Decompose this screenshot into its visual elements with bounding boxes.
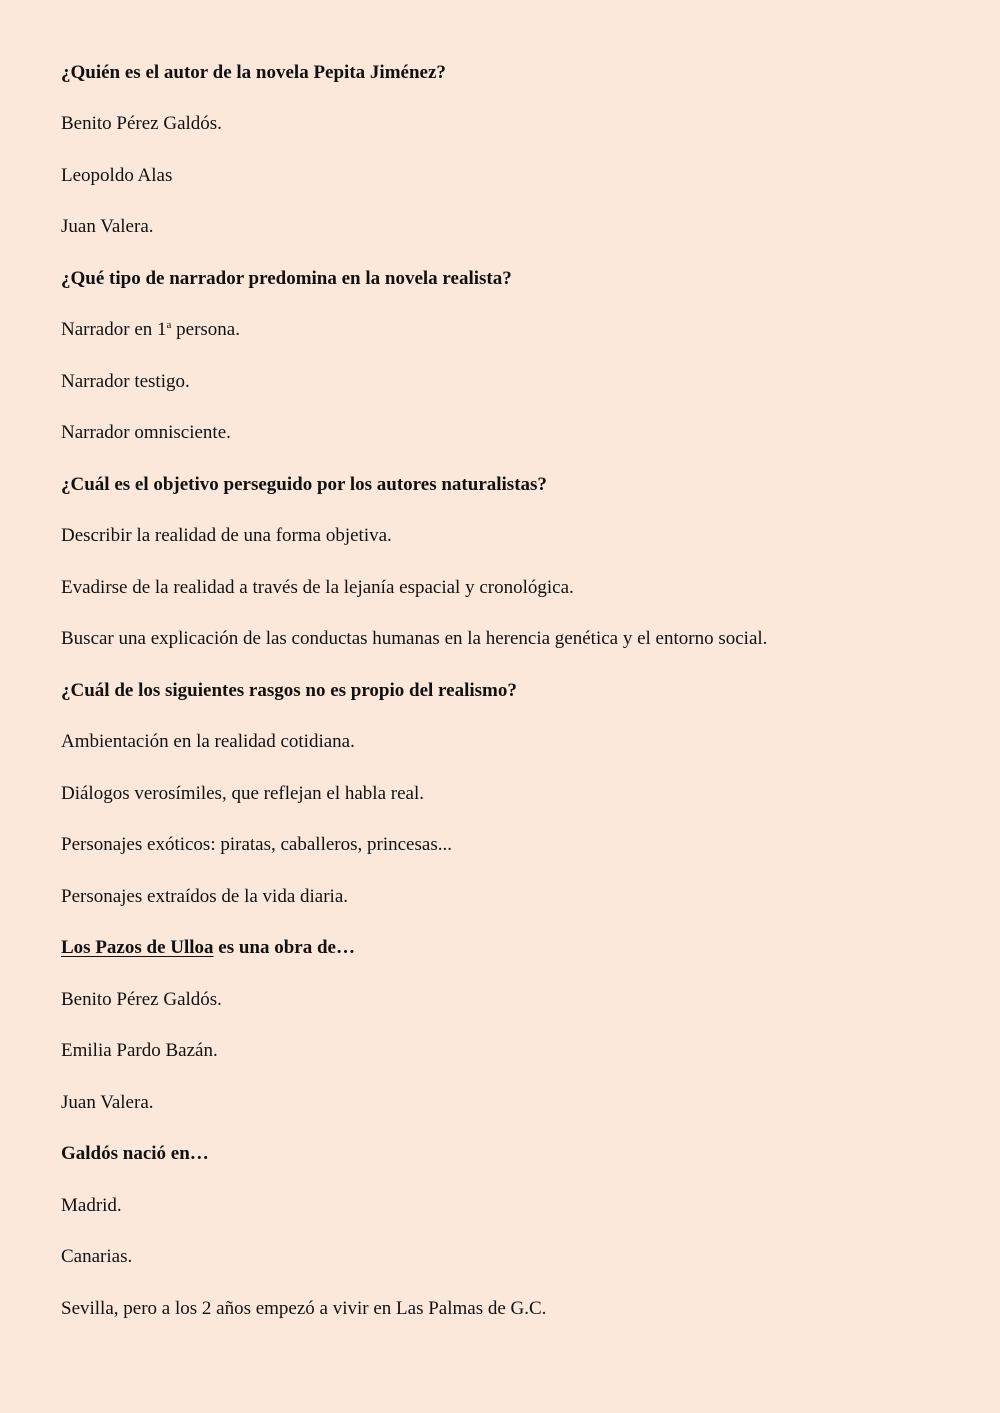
question-5 — [61, 936, 355, 960]
question-5-book-title: Los Pazos de Ulloa — [61, 937, 214, 958]
option-3a[interactable]: Describir la realidad de una forma objetiva. — [61, 525, 392, 546]
option-2a[interactable] — [61, 318, 240, 342]
option-5a[interactable]: Benito Pérez Galdós. — [61, 989, 222, 1010]
option-4d[interactable]: Personajes extraídos de la vida diaria. — [61, 886, 349, 907]
option-2c[interactable]: Narrador omnisciente. — [61, 422, 231, 443]
option-5c[interactable]: Juan Valera. — [61, 1092, 154, 1113]
option-4c[interactable]: Personajes exóticos: piratas, caballeros, princesas... — [61, 834, 452, 855]
option-1a[interactable]: Benito Pérez Galdós. — [61, 113, 222, 134]
question-6: Galdós nació en… — [61, 1143, 209, 1164]
option-4b[interactable]: Diálogos verosímiles, que reflejan el habla real. — [61, 783, 424, 804]
option-6c[interactable]: Sevilla, pero a los 2 años empezó a vivir en Las Palmas de G.C. — [61, 1298, 547, 1319]
option-4a[interactable]: Ambientación en la realidad cotidiana. — [61, 731, 355, 752]
question-1: ¿Quién es el autor de la novela Pepita Jiménez? — [61, 62, 446, 83]
option-1b[interactable]: Leopoldo Alas — [61, 165, 173, 186]
question-4: ¿Cuál de los siguientes rasgos no es propio del realismo? — [61, 680, 517, 701]
option-2b[interactable]: Narrador testigo. — [61, 371, 190, 392]
option-2a-superscript: a — [166, 319, 172, 331]
question-3: ¿Cuál es el objetivo perseguido por los autores naturalistas? — [61, 474, 547, 495]
question-5-text: es una obra de… — [213, 937, 355, 958]
option-2a-text: Narrador en 1 — [61, 319, 167, 340]
option-3c[interactable]: Buscar una explicación de las conductas humanas en la herencia genética y el entorno social. — [61, 628, 768, 649]
option-2a-text-end: persona. — [171, 319, 240, 340]
option-6a[interactable]: Madrid. — [61, 1195, 122, 1216]
option-6b[interactable]: Canarias. — [61, 1246, 133, 1267]
question-2: ¿Qué tipo de narrador predomina en la novela realista? — [61, 268, 512, 289]
option-3b[interactable]: Evadirse de la realidad a través de la lejanía espacial y cronológica. — [61, 577, 574, 598]
option-1c[interactable]: Juan Valera. — [61, 216, 154, 237]
option-5b[interactable]: Emilia Pardo Bazán. — [61, 1040, 218, 1061]
